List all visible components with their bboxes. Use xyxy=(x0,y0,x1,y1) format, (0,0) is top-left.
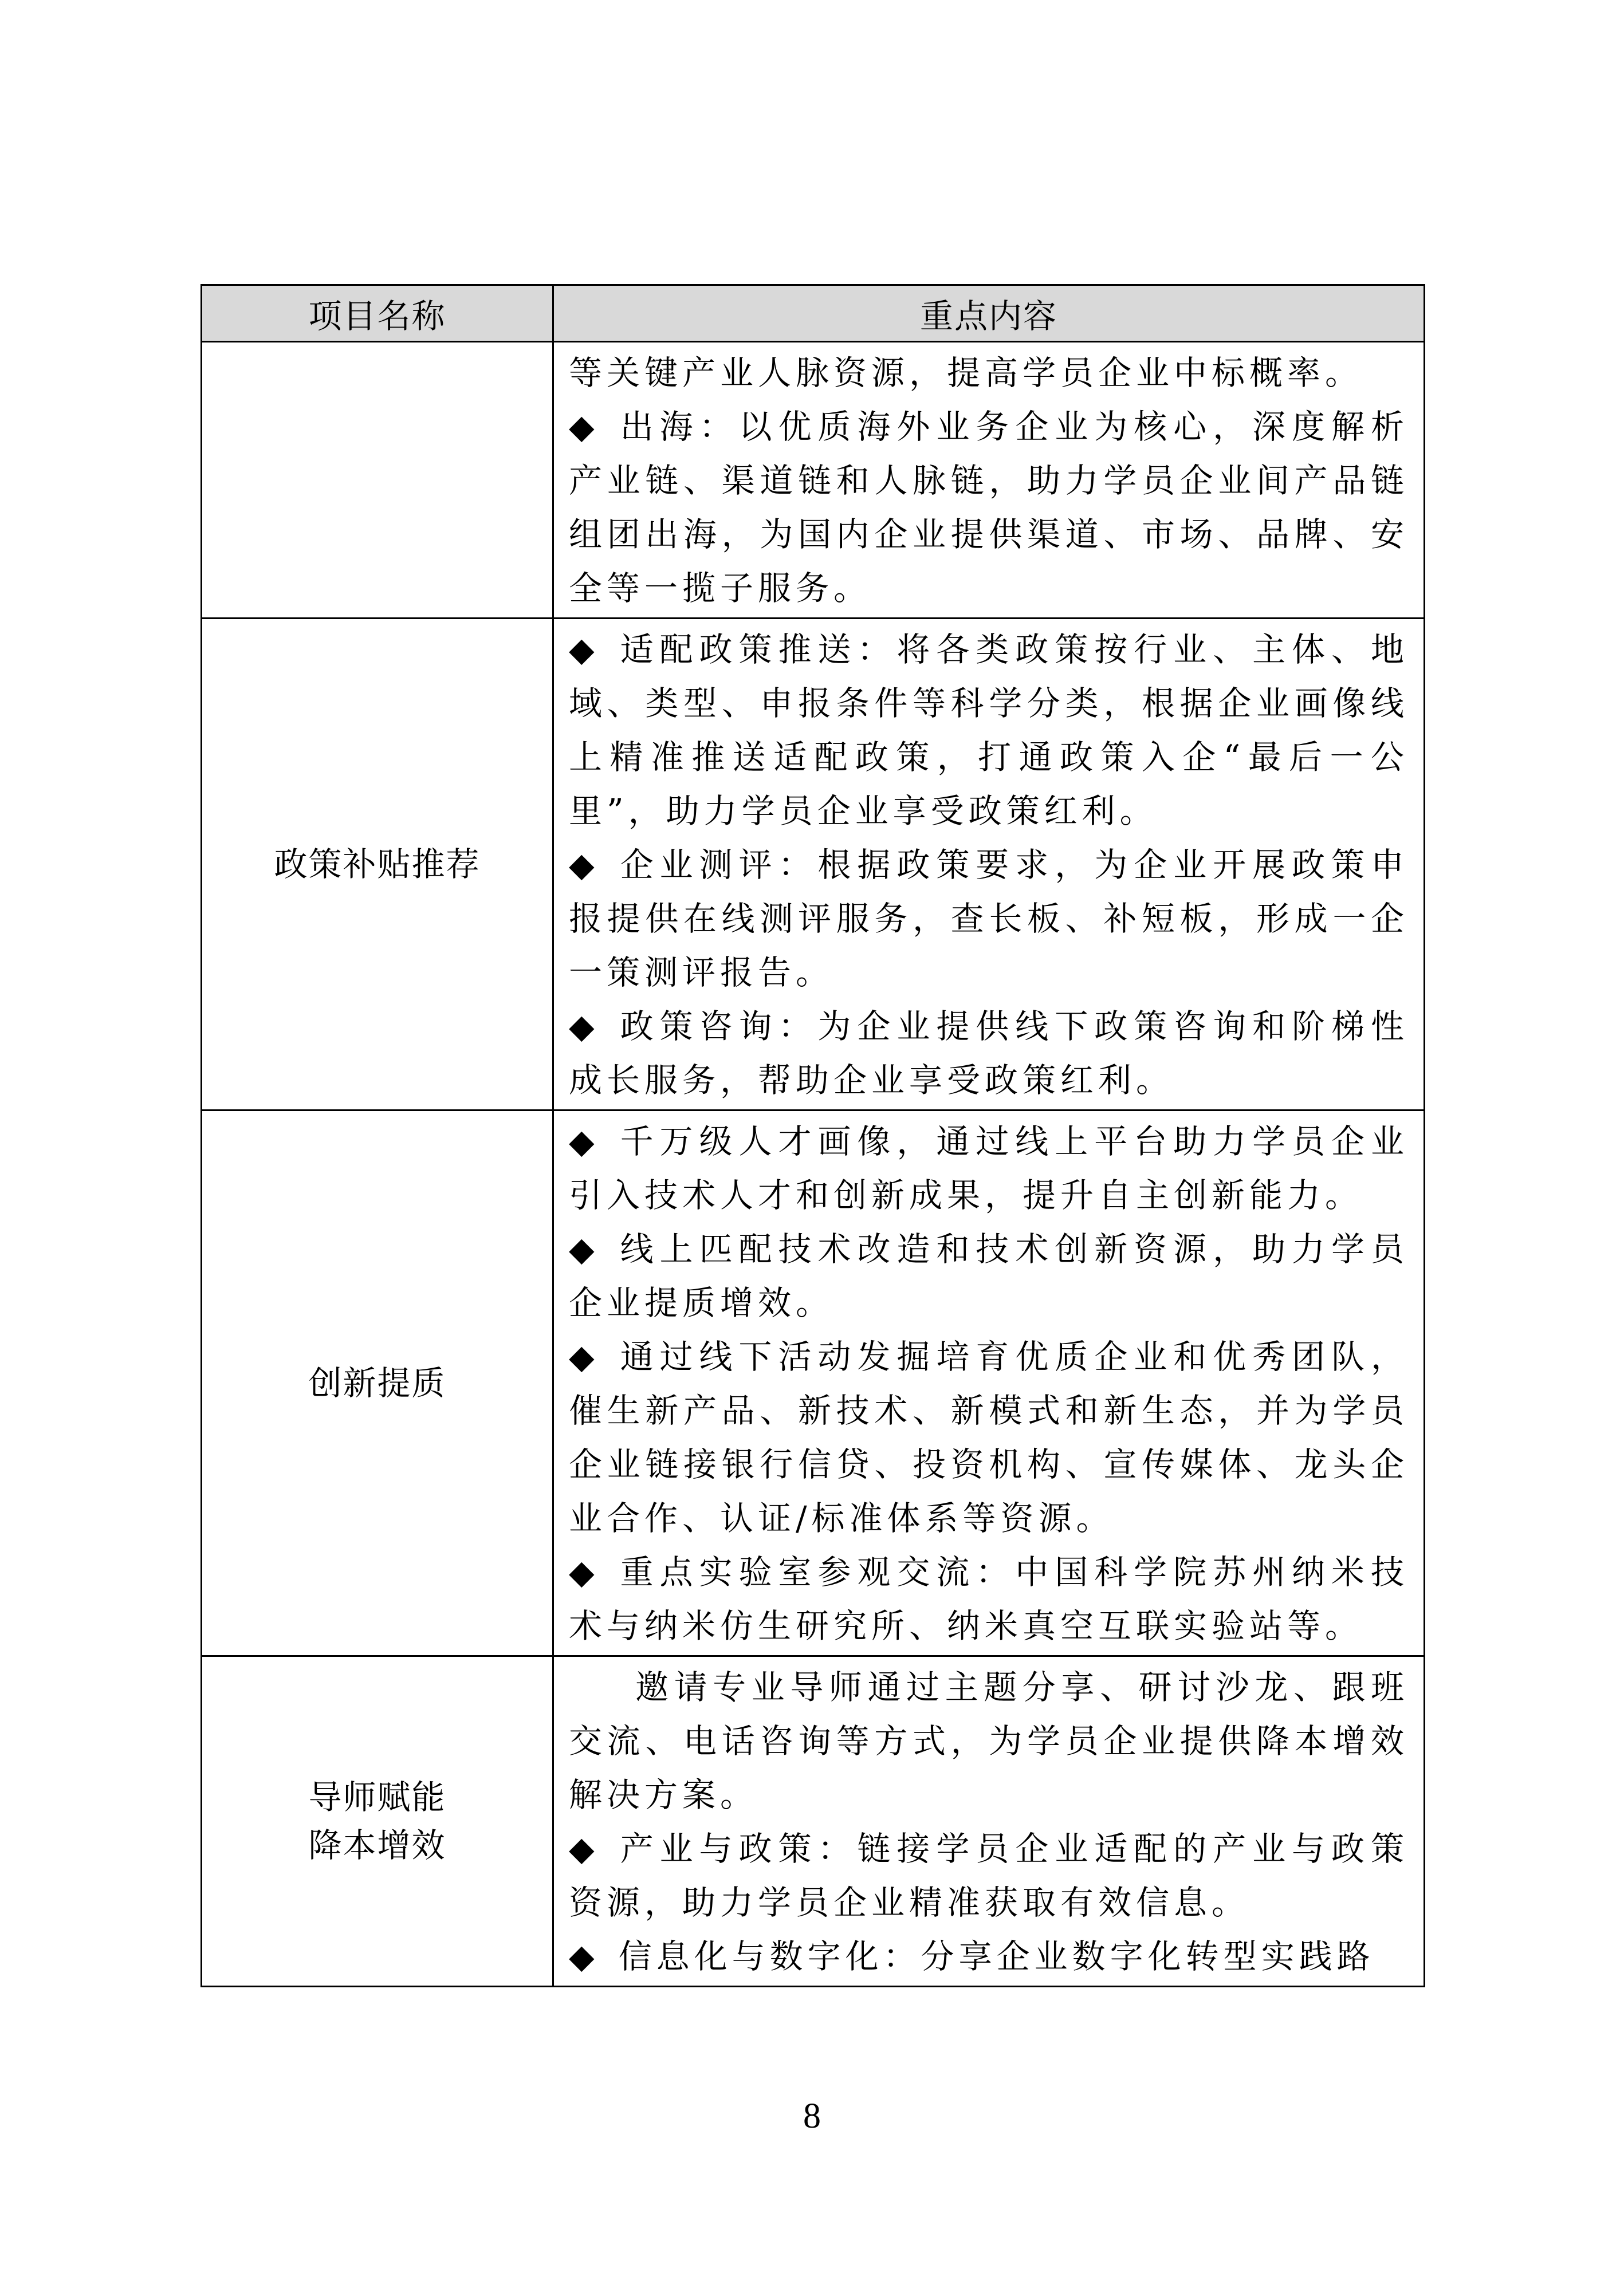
row-name-cell xyxy=(202,1656,553,1987)
diamond-bullet-icon: ◆ xyxy=(569,845,599,884)
diamond-bullet-icon: ◆ xyxy=(569,1007,599,1046)
content-paragraph xyxy=(569,1330,1409,1545)
content-paragraph xyxy=(569,1114,1409,1222)
diamond-bullet-icon: ◆ xyxy=(569,1937,599,1976)
paragraph-text: 适配政策推送：将各类政策按行业、主体、地域、类型、申报条件等科学分类，根据企业画像线上精准推送适配政策，打通政策入企“最后一公里”，助力学员企业享受政策红利。 xyxy=(569,630,1409,830)
diamond-bullet-icon: ◆ xyxy=(569,630,599,669)
content-paragraph xyxy=(569,346,1409,400)
paragraph-text: 出海：以优质海外业务企业为核心，深度解析产业链、渠道链和人脉链，助力学员企业间产品链组团出海，为国内企业提供渠道、市场、品牌、安全等一揽子服务。 xyxy=(569,407,1409,608)
paragraph-text: 政策咨询：为企业提供线下政策咨询和阶梯性成长服务，帮助企业享受政策红利。 xyxy=(569,1007,1409,1100)
paragraph-text: 企业测评：根据政策要求，为企业开展政策申报提供在线测评服务，查长板、补短板，形成一企一策测评报告。 xyxy=(569,845,1409,992)
content-paragraph xyxy=(569,623,1409,838)
diamond-bullet-icon: ◆ xyxy=(569,1337,599,1376)
content-paragraph xyxy=(569,1545,1409,1653)
table-row xyxy=(202,1656,1425,1987)
paragraph-text: 通过线下活动发掘培育优质企业和优秀团队，催生新产品、新技术、新模式和新生态，并为学员企业链接银行信贷、投资机构、宣传媒体、龙头企业合作、认证/标准体系等资源。 xyxy=(569,1337,1409,1538)
content-paragraph xyxy=(569,838,1409,999)
paragraph-text: 产业与政策：链接学员企业适配的产业与政策资源，助力学员企业精准获取有效信息。 xyxy=(569,1829,1409,1922)
diamond-bullet-icon: ◆ xyxy=(569,1829,599,1868)
paragraph-text: 线上匹配技术改造和技术创新资源，助力学员企业提质增效。 xyxy=(569,1230,1409,1322)
paragraph-text: 等关键产业人脉资源，提高学员企业中标概率。 xyxy=(569,353,1363,392)
content-paragraph xyxy=(569,999,1409,1107)
table-header-row xyxy=(202,285,1425,342)
row-content-cell xyxy=(553,619,1425,1110)
header-project-name: 项目名称 xyxy=(202,285,553,342)
content-paragraph xyxy=(569,1222,1409,1330)
row-name: 政策补贴推荐 xyxy=(274,845,481,884)
content-table xyxy=(200,284,1425,1987)
page-number: 8 xyxy=(803,2097,821,2136)
row-name-line: 降本增效 xyxy=(308,1826,446,1865)
content-paragraph xyxy=(569,400,1409,615)
row-name-line: 导师赋能 xyxy=(308,1778,446,1817)
content-paragraph xyxy=(569,1822,1409,1929)
diamond-bullet-icon: ◆ xyxy=(569,1553,599,1592)
row-content-cell xyxy=(553,1110,1425,1656)
paragraph-text: 邀请专业导师通过主题分享、研讨沙龙、跟班交流、电话咨询等方式，为学员企业提供降本增效解决方案。 xyxy=(569,1668,1409,1814)
paragraph-text: 信息化与数字化：分享企业数字化转型实践路 xyxy=(618,1937,1375,1976)
content-paragraph xyxy=(569,1929,1409,1983)
paragraph-text: 重点实验室参观交流：中国科学院苏州纳米技术与纳米仿生研究所、纳米真空互联实验站等。 xyxy=(569,1553,1409,1645)
row-name-cell xyxy=(202,619,553,1110)
header-key-content: 重点内容 xyxy=(553,285,1425,342)
row-content-cell xyxy=(553,1656,1425,1987)
row-name: 创新提质 xyxy=(308,1364,446,1403)
row-content-cell xyxy=(553,342,1425,619)
row-name-cell xyxy=(202,1110,553,1656)
diamond-bullet-icon: ◆ xyxy=(569,407,599,446)
diamond-bullet-icon: ◆ xyxy=(569,1122,599,1161)
row-name-cell xyxy=(202,342,553,619)
content-paragraph xyxy=(569,1660,1409,1822)
table-row xyxy=(202,342,1425,619)
diamond-bullet-icon: ◆ xyxy=(569,1230,599,1269)
table-row xyxy=(202,1110,1425,1656)
paragraph-text: 千万级人才画像，通过线上平台助力学员企业引入技术人才和创新成果，提升自主创新能力。 xyxy=(569,1122,1409,1215)
table-row xyxy=(202,619,1425,1110)
